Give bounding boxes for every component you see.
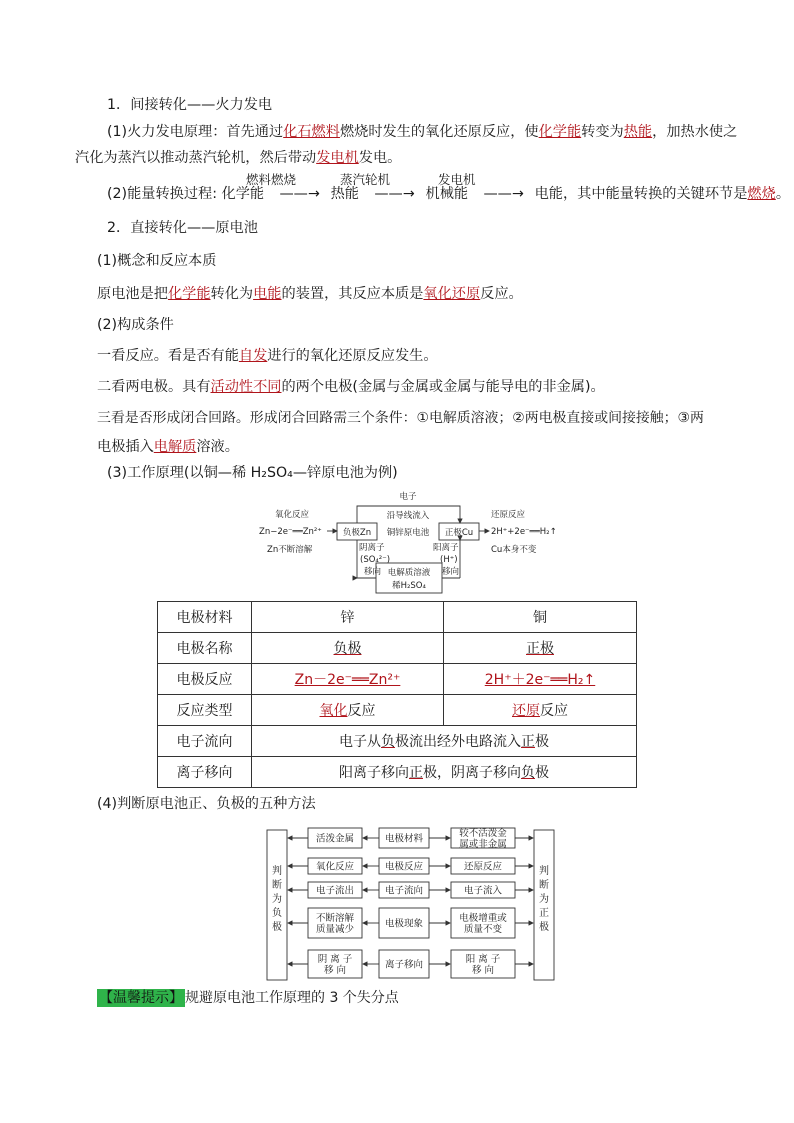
electron-label: 电子 xyxy=(399,492,417,502)
verdict-char: 判 xyxy=(272,866,282,877)
tip-tag: 【温馨提示】 xyxy=(99,990,183,1006)
cu-cell: 2H⁺＋2e⁻══H₂↑ xyxy=(444,664,637,695)
condition-circuit-line1: 三看是否形成闭合回路。形成闭合回路需三个条件：①电解质溶液；②两电极直接或间接接触；③两 xyxy=(97,410,704,426)
anion-label-1: 阴离子 xyxy=(359,543,385,553)
anion-label-2: (SO₄²⁻) xyxy=(360,555,391,565)
table-row xyxy=(158,757,637,788)
criterion-text: 电子流向 xyxy=(384,885,424,897)
criterion-text: 阴 离 子 xyxy=(317,954,353,965)
paragraph-concept: 原电池是把化学能转化为电能的装置，其反应本质是氧化还原反应。 xyxy=(97,286,523,302)
positive-label: 正极Cu xyxy=(444,528,474,538)
criterion-text: 活泼金属 xyxy=(315,833,355,845)
judge-electrode-diagram xyxy=(264,822,557,982)
cu-same-label: Cu本身不变 xyxy=(491,545,537,555)
zn-dissolve-label: Zn不断溶解 xyxy=(267,545,313,555)
cu-cell: 还原反应 xyxy=(444,695,637,726)
tip-text: 规避原电池工作原理的 3 个失分点 xyxy=(185,990,399,1006)
zn-equation: Zn−2e⁻══Zn²⁺ xyxy=(259,527,322,537)
section-1-title: 1．间接转化——火力发电 xyxy=(107,97,273,113)
zn-cell: 氧化反应 xyxy=(252,695,444,726)
verdict-char: 极 xyxy=(539,922,549,933)
table-row xyxy=(158,726,637,757)
verdict-char: 断 xyxy=(272,880,282,891)
energy-conversion-line: (2)能量转换过程: 化学能 ——→ 热能 ——→ 机械能 ——→ 电能，其中能量转换的关键环节是燃烧。 xyxy=(107,186,791,202)
cation-label-2: (H⁺) xyxy=(440,555,458,565)
row-header: 反应类型 xyxy=(158,695,252,726)
arrow-label-fuel: 燃料燃烧 xyxy=(246,172,297,187)
left-verdict-label xyxy=(272,864,282,933)
paragraph-thermal-principle-line1: (1)火力发电原理：首先通过化石燃料燃烧时发生的氧化还原反应，使化学能转变为热能，加热水使之 xyxy=(107,124,738,140)
condition-electrodes: 二看两电极。具有活动性不同的两个电极(金属与金属或金属与能导电的非金属)。 xyxy=(97,379,605,395)
verdict-char: 判 xyxy=(539,866,549,877)
galvanic-cell-diagram xyxy=(255,488,565,596)
row-header: 电极反应 xyxy=(158,664,252,695)
oxidation-label: 氧化反应 xyxy=(275,510,310,520)
table-row xyxy=(158,695,637,726)
condition-reaction: 一看反应。看是否有能自发进行的氧化还原反应发生。 xyxy=(97,348,438,364)
criterion-text: 还原反应 xyxy=(463,861,503,873)
criterion-text: 电极材料 xyxy=(384,833,424,845)
negative-label: 负极Zn xyxy=(342,528,372,538)
criterion-text: 电极现象 xyxy=(384,918,424,930)
electron-flow-cell: 电子从负极流出经外电路流入正极 xyxy=(252,726,637,757)
row-header: 电极名称 xyxy=(158,633,252,664)
right-verdict-label xyxy=(539,864,549,933)
criterion-text: 离子移向 xyxy=(384,959,424,971)
verdict-char: 断 xyxy=(539,880,549,891)
zn-cell: 负极 xyxy=(252,633,444,664)
verdict-char: 为 xyxy=(272,894,282,905)
arrow-turbine: ——→ xyxy=(374,186,415,202)
table-row xyxy=(158,664,637,695)
section-2-title: 2．直接转化——原电池 xyxy=(107,220,258,236)
arrow-label-generator: 发电机 xyxy=(438,172,476,187)
subsection-judge-methods: (4)判断原电池正、负极的五种方法 xyxy=(97,796,316,812)
table-row xyxy=(158,602,637,633)
row-header: 离子移向 xyxy=(158,757,252,788)
tip-line xyxy=(97,987,399,1007)
criterion-text: 质量不变 xyxy=(463,924,503,935)
electrode-comparison-table xyxy=(157,601,637,788)
reduction-label: 还原反应 xyxy=(491,510,526,520)
left-verdict-box xyxy=(267,830,287,980)
verdict-char: 正 xyxy=(539,908,549,919)
cu-cell: 正极 xyxy=(444,633,637,664)
row-header: 电极材料 xyxy=(158,602,252,633)
criterion-text: 移 向 xyxy=(323,965,347,976)
right-verdict-box xyxy=(534,830,554,980)
criterion-text: 移 向 xyxy=(471,965,495,976)
cu-cell: 铜 xyxy=(444,602,637,633)
wire-label: 沿导线流入 xyxy=(386,511,430,521)
criterion-text: 氧化反应 xyxy=(315,861,355,873)
cell-name: 铜锌原电池 xyxy=(386,528,430,538)
criterion-text: 电极增重或 xyxy=(459,913,507,924)
arrow-label-turbine: 蒸汽轮机 xyxy=(340,172,391,187)
cation-label-1: 阳离子 xyxy=(433,543,459,553)
criterion-text: 不断溶解 xyxy=(315,913,355,924)
paragraph-thermal-principle-line2: 汽化为蒸汽以推动蒸汽轮机，然后带动发电机发电。 xyxy=(75,150,402,166)
criterion-text: 电子流出 xyxy=(315,885,355,897)
arrow-generator: ——→ xyxy=(483,186,524,202)
verdict-char: 为 xyxy=(539,894,549,905)
ion-migration-cell: 阳离子移向正极，阴离子移向负极 xyxy=(252,757,637,788)
cation-label-3: 移向 xyxy=(442,567,460,577)
table-row xyxy=(158,633,637,664)
electrolyte-label-1: 电解质溶液 xyxy=(387,568,431,578)
subsection-working-principle: (3)工作原理(以铜—稀 H₂SO₄—锌原电池为例) xyxy=(107,465,398,481)
zn-cell: Zn－2e⁻══Zn²⁺ xyxy=(252,664,444,695)
verdict-char: 负 xyxy=(272,908,282,919)
criterion-text: 电极反应 xyxy=(384,861,424,873)
condition-circuit-line2: 电极插入电解质溶液。 xyxy=(97,439,239,455)
criterion-text: 较不活泼金 xyxy=(459,828,507,839)
verdict-char: 极 xyxy=(272,922,282,933)
criterion-text: 阳 离 子 xyxy=(465,954,501,965)
zn-cell: 锌 xyxy=(252,602,444,633)
h-equation: 2H⁺+2e⁻══H₂↑ xyxy=(491,527,557,537)
arrow-fuel: ——→ xyxy=(279,186,320,202)
criterion-text: 电子流入 xyxy=(463,885,503,897)
subsection-conditions: (2)构成条件 xyxy=(97,317,174,333)
criterion-text: 属或非金属 xyxy=(459,839,507,850)
electrolyte-label-2: 稀H₂SO₄ xyxy=(392,581,426,591)
subsection-concept: (1)概念和反应本质 xyxy=(97,253,217,269)
row-header: 电子流向 xyxy=(158,726,252,757)
anion-label-3: 移向 xyxy=(364,567,382,577)
criterion-text: 质量减少 xyxy=(315,924,355,935)
